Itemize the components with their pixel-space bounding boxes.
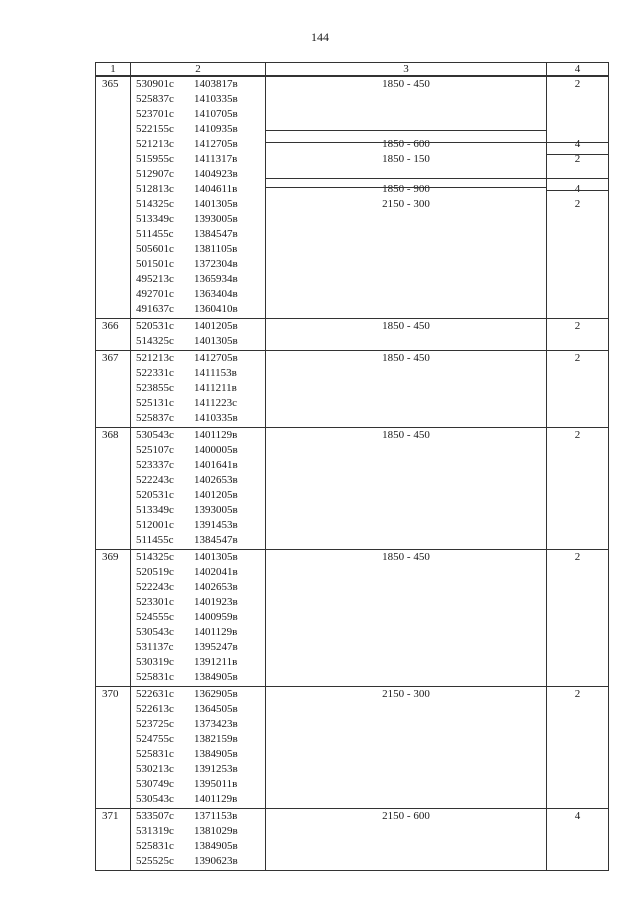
longitude-value: 1391253в: [194, 763, 238, 775]
latitude-value: 512001c: [136, 519, 174, 531]
latitude-value: 514325c: [136, 551, 174, 563]
table-group-370: [96, 686, 608, 808]
coordinate-row: [136, 640, 265, 655]
longitude-value: 1412705в: [194, 138, 238, 150]
category-cell: [547, 319, 608, 350]
latitude-value: 520519c: [136, 566, 174, 578]
table-group-369: [96, 549, 608, 686]
table-group-365: [96, 76, 608, 318]
coordinate-row: [136, 550, 265, 565]
latitude-value: 531137c: [136, 641, 174, 653]
header-col-4: 4: [574, 63, 581, 75]
coordinate-row: [136, 443, 265, 458]
depth-range: 1850 - 450: [382, 320, 430, 332]
latitude-value: 525525c: [136, 855, 174, 867]
table-header: [96, 62, 608, 76]
latitude-value: 521213c: [136, 138, 174, 150]
longitude-value: 1400005в: [194, 444, 238, 456]
latitude-value: 533507c: [136, 810, 174, 822]
longitude-value: 1360410в: [194, 303, 238, 315]
latitude-value: 530213c: [136, 763, 174, 775]
coordinate-row: [136, 428, 265, 443]
depth-range: 1850 - 450: [382, 429, 430, 441]
latitude-value: 512813c: [136, 183, 174, 195]
latitude-value: 511455c: [136, 534, 174, 546]
longitude-value: 1372304в: [194, 258, 238, 270]
coordinate-row: [136, 777, 265, 792]
longitude-value: 1391211в: [194, 656, 238, 668]
longitude-value: 1401205в: [194, 489, 238, 501]
category-value: 2: [574, 198, 581, 210]
segment-divider: [547, 142, 608, 143]
coordinate-row: [136, 287, 265, 302]
coordinate-row: [136, 167, 265, 182]
longitude-value: 1400959в: [194, 611, 238, 623]
segment-divider: [547, 190, 608, 191]
longitude-value: 1384905в: [194, 671, 238, 683]
latitude-value: 525831c: [136, 671, 174, 683]
coordinate-row: [136, 182, 265, 197]
coordinate-list: [131, 319, 266, 350]
longitude-value: 1395247в: [194, 641, 238, 653]
latitude-value: 525107c: [136, 444, 174, 456]
segment-divider: [266, 142, 546, 143]
group-number: 367: [96, 351, 131, 427]
group-number: 365: [96, 77, 131, 318]
latitude-value: 522631c: [136, 688, 174, 700]
latitude-value: 525131c: [136, 397, 174, 409]
latitude-value: 531319c: [136, 825, 174, 837]
coordinate-list: [131, 77, 266, 318]
longitude-value: 1402653в: [194, 581, 238, 593]
latitude-value: 525837c: [136, 412, 174, 424]
latitude-value: 525831c: [136, 840, 174, 852]
longitude-value: 1401205в: [194, 320, 238, 332]
segment-divider: [266, 178, 546, 179]
depth-range: 2150 - 300: [382, 198, 430, 210]
longitude-value: 1411153в: [194, 367, 237, 379]
longitude-value: 1410335в: [194, 412, 238, 424]
coordinate-row: [136, 107, 265, 122]
longitude-value: 1363404в: [194, 288, 238, 300]
latitude-value: 530749c: [136, 778, 174, 790]
latitude-value: 511455c: [136, 228, 174, 240]
category-value: 2: [574, 153, 581, 165]
latitude-value: 522331c: [136, 367, 174, 379]
latitude-value: 513349c: [136, 504, 174, 516]
longitude-value: 1401305в: [194, 551, 238, 563]
coordinate-row: [136, 717, 265, 732]
latitude-value: 530543c: [136, 793, 174, 805]
coordinate-row: [136, 580, 265, 595]
coordinate-row: [136, 381, 265, 396]
latitude-value: 530901c: [136, 78, 174, 90]
coordinate-row: [136, 503, 265, 518]
depth-range: 1850 - 450: [382, 78, 430, 90]
coordinate-row: [136, 687, 265, 702]
latitude-value: 522155c: [136, 123, 174, 135]
coordinate-row: [136, 212, 265, 227]
longitude-value: 1401305в: [194, 198, 238, 210]
category-cell: [547, 428, 608, 549]
depth-range: 1850 - 150: [382, 153, 430, 165]
coordinate-row: [136, 792, 265, 807]
segment-divider: [266, 130, 546, 131]
table-group-367: [96, 350, 608, 427]
longitude-value: 1411223c: [194, 397, 237, 409]
longitude-value: 1401129в: [194, 626, 238, 638]
coordinate-row: [136, 488, 265, 503]
longitude-value: 1411317в: [194, 153, 238, 165]
coordinate-row: [136, 458, 265, 473]
longitude-value: 1393005в: [194, 213, 238, 225]
coordinates-table: [95, 62, 609, 871]
coordinate-row: [136, 732, 265, 747]
category-value: 2: [574, 551, 581, 563]
depth-range-cell: [266, 809, 547, 870]
coordinate-row: [136, 824, 265, 839]
longitude-value: 1401923в: [194, 596, 238, 608]
coordinate-row: [136, 518, 265, 533]
group-number: 368: [96, 428, 131, 549]
latitude-value: 522243c: [136, 581, 174, 593]
coordinate-row: [136, 809, 265, 824]
coordinate-row: [136, 396, 265, 411]
coordinate-list: [131, 351, 266, 427]
longitude-value: 1382159в: [194, 733, 238, 745]
depth-range: 1850 - 450: [382, 551, 430, 563]
longitude-value: 1390623в: [194, 855, 238, 867]
coordinate-list: [131, 687, 266, 808]
category-value: 4: [574, 183, 581, 195]
longitude-value: 1410335в: [194, 93, 238, 105]
depth-range-cell: [266, 351, 547, 427]
latitude-value: 523701c: [136, 108, 174, 120]
longitude-value: 1401129в: [194, 793, 238, 805]
category-value: 2: [574, 352, 581, 364]
category-cell: [547, 809, 608, 870]
latitude-value: 501501c: [136, 258, 174, 270]
category-value: 2: [574, 429, 581, 441]
depth-range: 2150 - 600: [382, 810, 430, 822]
longitude-value: 1401129в: [194, 429, 238, 441]
latitude-value: 530543c: [136, 429, 174, 441]
depth-range: 1850 - 450: [382, 352, 430, 364]
header-col-3: 3: [266, 63, 547, 75]
latitude-value: 524555c: [136, 611, 174, 623]
longitude-value: 1403817в: [194, 78, 238, 90]
coordinate-row: [136, 839, 265, 854]
longitude-value: 1412705в: [194, 352, 238, 364]
coordinate-row: [136, 319, 265, 334]
coordinate-row: [136, 473, 265, 488]
coordinate-row: [136, 595, 265, 610]
coordinate-row: [136, 702, 265, 717]
longitude-value: 1384905в: [194, 840, 238, 852]
coordinate-list: [131, 809, 266, 870]
category-value: 2: [574, 688, 581, 700]
latitude-value: 525831c: [136, 748, 174, 760]
longitude-value: 1384547в: [194, 228, 238, 240]
longitude-value: 1410935в: [194, 123, 238, 135]
longitude-value: 1411211в: [194, 382, 237, 394]
coordinate-row: [136, 565, 265, 580]
coordinate-row: [136, 137, 265, 152]
latitude-value: 492701c: [136, 288, 174, 300]
group-number: 366: [96, 319, 131, 350]
longitude-value: 1364505в: [194, 703, 238, 715]
latitude-value: 522243c: [136, 474, 174, 486]
group-number: 371: [96, 809, 131, 870]
table-body: [96, 76, 608, 870]
depth-range-cell: [266, 319, 547, 350]
coordinate-row: [136, 854, 265, 869]
latitude-value: 530543c: [136, 626, 174, 638]
category-cell: [547, 351, 608, 427]
category-value: 4: [574, 138, 581, 150]
coordinate-row: [136, 610, 265, 625]
group-number: 370: [96, 687, 131, 808]
depth-range: 2150 - 300: [382, 688, 430, 700]
latitude-value: 523337c: [136, 459, 174, 471]
latitude-value: 522613c: [136, 703, 174, 715]
table-group-371: [96, 808, 608, 870]
segment-divider: [547, 154, 608, 155]
longitude-value: 1384547в: [194, 534, 238, 546]
latitude-value: 520531c: [136, 320, 174, 332]
coordinate-row: [136, 122, 265, 137]
segment-divider: [547, 178, 608, 179]
depth-range-cell: [266, 77, 547, 318]
latitude-value: 523301c: [136, 596, 174, 608]
coordinate-row: [136, 242, 265, 257]
coordinate-row: [136, 257, 265, 272]
group-number: 369: [96, 550, 131, 686]
category-value: 2: [574, 78, 581, 90]
table-group-366: [96, 318, 608, 350]
longitude-value: 1393005в: [194, 504, 238, 516]
coordinate-row: [136, 77, 265, 92]
coordinate-row: [136, 747, 265, 762]
latitude-value: 491637c: [136, 303, 174, 315]
latitude-value: 513349c: [136, 213, 174, 225]
coordinate-row: [136, 366, 265, 381]
depth-range-cell: [266, 550, 547, 686]
longitude-value: 1402041в: [194, 566, 238, 578]
latitude-value: 525837c: [136, 93, 174, 105]
latitude-value: 505601c: [136, 243, 174, 255]
header-col-2: 2: [131, 63, 266, 75]
longitude-value: 1373423в: [194, 718, 238, 730]
coordinate-row: [136, 655, 265, 670]
coordinate-row: [136, 334, 265, 349]
depth-range: 1850 - 600: [382, 138, 430, 150]
coordinate-row: [136, 762, 265, 777]
coordinate-row: [136, 197, 265, 212]
longitude-value: 1395011в: [194, 778, 238, 790]
category-cell: [547, 550, 608, 686]
coordinate-row: [136, 411, 265, 426]
latitude-value: 523855c: [136, 382, 174, 394]
latitude-value: 515955c: [136, 153, 174, 165]
longitude-value: 1362905в: [194, 688, 238, 700]
page-number: 144: [311, 30, 329, 44]
coordinate-row: [136, 92, 265, 107]
coordinate-row: [136, 625, 265, 640]
segment-divider: [266, 187, 546, 188]
longitude-value: 1381105в: [194, 243, 238, 255]
category-value: 2: [574, 320, 581, 332]
longitude-value: 1381029в: [194, 825, 238, 837]
latitude-value: 514325c: [136, 335, 174, 347]
category-cell: [547, 687, 608, 808]
latitude-value: 495213c: [136, 273, 174, 285]
longitude-value: 1402653в: [194, 474, 238, 486]
coordinate-row: [136, 670, 265, 685]
latitude-value: 520531c: [136, 489, 174, 501]
longitude-value: 1410705в: [194, 108, 238, 120]
depth-range-cell: [266, 428, 547, 549]
category-value: 4: [574, 810, 581, 822]
coordinate-row: [136, 152, 265, 167]
latitude-value: 523725c: [136, 718, 174, 730]
longitude-value: 1404611в: [194, 183, 238, 195]
coordinate-row: [136, 533, 265, 548]
category-cell: [547, 77, 608, 318]
latitude-value: 530319c: [136, 656, 174, 668]
longitude-value: 1384905в: [194, 748, 238, 760]
header-col-1: 1: [96, 63, 131, 75]
coordinate-row: [136, 351, 265, 366]
latitude-value: 512907c: [136, 168, 174, 180]
table-group-368: [96, 427, 608, 549]
longitude-value: 1404923в: [194, 168, 238, 180]
longitude-value: 1401641в: [194, 459, 238, 471]
depth-range: 1850 - 900: [382, 183, 430, 195]
coordinate-list: [131, 428, 266, 549]
longitude-value: 1391453в: [194, 519, 238, 531]
coordinate-list: [131, 550, 266, 686]
coordinate-row: [136, 272, 265, 287]
longitude-value: 1365934в: [194, 273, 238, 285]
coordinate-row: [136, 302, 265, 317]
latitude-value: 514325c: [136, 198, 174, 210]
latitude-value: 521213c: [136, 352, 174, 364]
longitude-value: 1401305в: [194, 335, 238, 347]
latitude-value: 524755c: [136, 733, 174, 745]
coordinate-row: [136, 227, 265, 242]
longitude-value: 1371153в: [194, 810, 238, 822]
depth-range-cell: [266, 687, 547, 808]
